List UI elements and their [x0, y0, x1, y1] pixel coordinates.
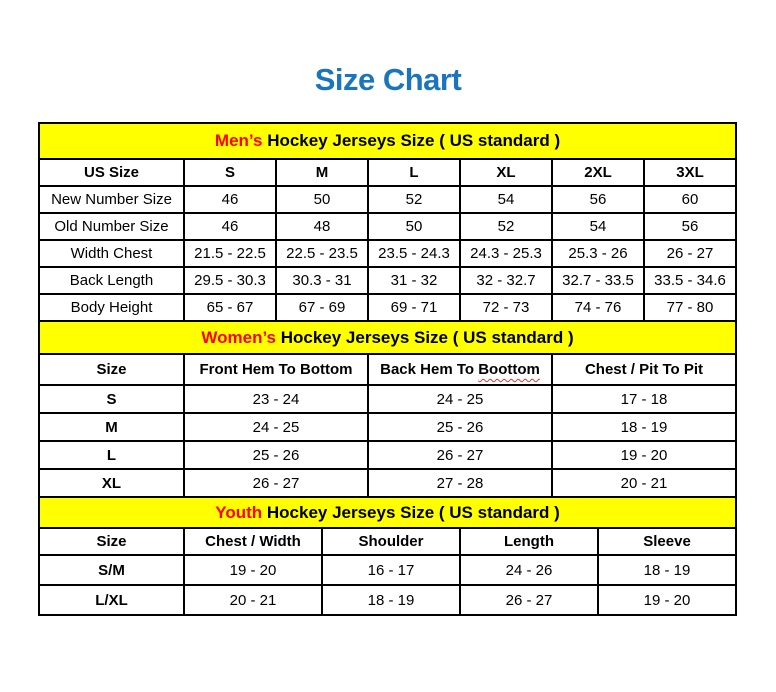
row-label: Old Number Size: [39, 213, 184, 240]
size-value-cell: 69 - 71: [368, 294, 460, 321]
size-value-cell: 24.3 - 25.3: [460, 240, 552, 267]
column-header: Size: [39, 528, 184, 555]
size-value-cell: 20 - 21: [552, 469, 736, 497]
size-value-cell: 52: [460, 213, 552, 240]
size-value-cell: 18 - 19: [598, 555, 736, 585]
size-value-cell: 21.5 - 22.5: [184, 240, 276, 267]
size-value-cell: 18 - 19: [552, 413, 736, 441]
row-label: S/M: [39, 555, 184, 585]
womens-header-row: [39, 354, 736, 385]
back-hem-prefix: Back Hem To: [380, 361, 479, 378]
column-header: Chest / Pit To Pit: [552, 354, 736, 385]
row-label: L/XL: [39, 585, 184, 615]
size-value-cell: 30.3 - 31: [276, 267, 368, 294]
table-row: [39, 413, 736, 441]
back-hem-misspelled-word: Boottom: [478, 361, 540, 378]
mens-size-table: [38, 122, 737, 322]
table-row: [39, 267, 736, 294]
size-value-cell: 23.5 - 24.3: [368, 240, 460, 267]
column-header: S: [184, 159, 276, 186]
youth-band-highlight: Youth: [215, 502, 263, 522]
youth-band: [39, 497, 736, 528]
size-value-cell: 19 - 20: [552, 441, 736, 469]
size-value-cell: 23 - 24: [184, 385, 368, 413]
size-chart-tables: [38, 122, 735, 616]
mens-band-title: [39, 123, 736, 159]
mens-band: [39, 123, 736, 159]
table-row: [39, 555, 736, 585]
size-value-cell: 32.7 - 33.5: [552, 267, 644, 294]
size-value-cell: 26 - 27: [184, 469, 368, 497]
table-row: [39, 294, 736, 321]
row-label: New Number Size: [39, 186, 184, 213]
column-header: Length: [460, 528, 598, 555]
womens-band-title: [39, 321, 736, 354]
size-value-cell: 18 - 19: [322, 585, 460, 615]
size-value-cell: 24 - 25: [184, 413, 368, 441]
womens-band: [39, 321, 736, 354]
size-value-cell: 50: [368, 213, 460, 240]
size-value-cell: 54: [552, 213, 644, 240]
table-row: [39, 186, 736, 213]
page-title: Size Chart: [314, 62, 462, 97]
column-header: L: [368, 159, 460, 186]
mens-header-row: [39, 159, 736, 186]
size-value-cell: 46: [184, 213, 276, 240]
size-value-cell: 25.3 - 26: [552, 240, 644, 267]
size-value-cell: 17 - 18: [552, 385, 736, 413]
size-value-cell: 22.5 - 23.5: [276, 240, 368, 267]
size-value-cell: 24 - 26: [460, 555, 598, 585]
row-label: Width Chest: [39, 240, 184, 267]
column-header: 2XL: [552, 159, 644, 186]
column-header: US Size: [39, 159, 184, 186]
table-row: [39, 469, 736, 497]
column-header-misspelled: [368, 354, 552, 385]
column-header: Front Hem To Bottom: [184, 354, 368, 385]
column-header: Sleeve: [598, 528, 736, 555]
womens-band-highlight: Women’s: [201, 327, 276, 347]
table-row: [39, 585, 736, 615]
column-header: Shoulder: [322, 528, 460, 555]
column-header: Chest / Width: [184, 528, 322, 555]
row-label: S: [39, 385, 184, 413]
size-value-cell: 27 - 28: [368, 469, 552, 497]
size-value-cell: 19 - 20: [184, 555, 322, 585]
size-value-cell: 48: [276, 213, 368, 240]
size-value-cell: 65 - 67: [184, 294, 276, 321]
column-header: 3XL: [644, 159, 736, 186]
row-label: Body Height: [39, 294, 184, 321]
size-value-cell: 72 - 73: [460, 294, 552, 321]
size-value-cell: 24 - 25: [368, 385, 552, 413]
size-value-cell: 25 - 26: [184, 441, 368, 469]
size-value-cell: 54: [460, 186, 552, 213]
size-value-cell: 29.5 - 30.3: [184, 267, 276, 294]
size-value-cell: 20 - 21: [184, 585, 322, 615]
size-value-cell: 26 - 27: [368, 441, 552, 469]
column-header: XL: [460, 159, 552, 186]
womens-size-table: [38, 320, 737, 498]
size-value-cell: 26 - 27: [460, 585, 598, 615]
size-value-cell: 56: [644, 213, 736, 240]
size-value-cell: 50: [276, 186, 368, 213]
size-value-cell: 74 - 76: [552, 294, 644, 321]
size-value-cell: 26 - 27: [644, 240, 736, 267]
size-value-cell: 46: [184, 186, 276, 213]
size-value-cell: 67 - 69: [276, 294, 368, 321]
youth-band-rest: Hockey Jerseys Size ( US standard ): [262, 502, 560, 522]
size-value-cell: 33.5 - 34.6: [644, 267, 736, 294]
mens-band-rest: Hockey Jerseys Size ( US standard ): [262, 131, 561, 150]
size-value-cell: 32 - 32.7: [460, 267, 552, 294]
size-value-cell: 25 - 26: [368, 413, 552, 441]
youth-size-table: [38, 496, 737, 616]
size-value-cell: 19 - 20: [598, 585, 736, 615]
size-value-cell: 77 - 80: [644, 294, 736, 321]
youth-header-row: [39, 528, 736, 555]
size-value-cell: 60: [644, 186, 736, 213]
mens-band-highlight: Men’s: [214, 131, 263, 150]
size-value-cell: 52: [368, 186, 460, 213]
row-label: L: [39, 441, 184, 469]
size-value-cell: 16 - 17: [322, 555, 460, 585]
table-row: [39, 213, 736, 240]
row-label: M: [39, 413, 184, 441]
table-row: [39, 441, 736, 469]
column-header: M: [276, 159, 368, 186]
table-row: [39, 240, 736, 267]
column-header: Size: [39, 354, 184, 385]
size-value-cell: 56: [552, 186, 644, 213]
row-label: Back Length: [39, 267, 184, 294]
size-value-cell: 31 - 32: [368, 267, 460, 294]
womens-band-rest: Hockey Jerseys Size ( US standard ): [276, 327, 574, 347]
table-row: [39, 385, 736, 413]
youth-band-title: [39, 497, 736, 528]
row-label: XL: [39, 469, 184, 497]
